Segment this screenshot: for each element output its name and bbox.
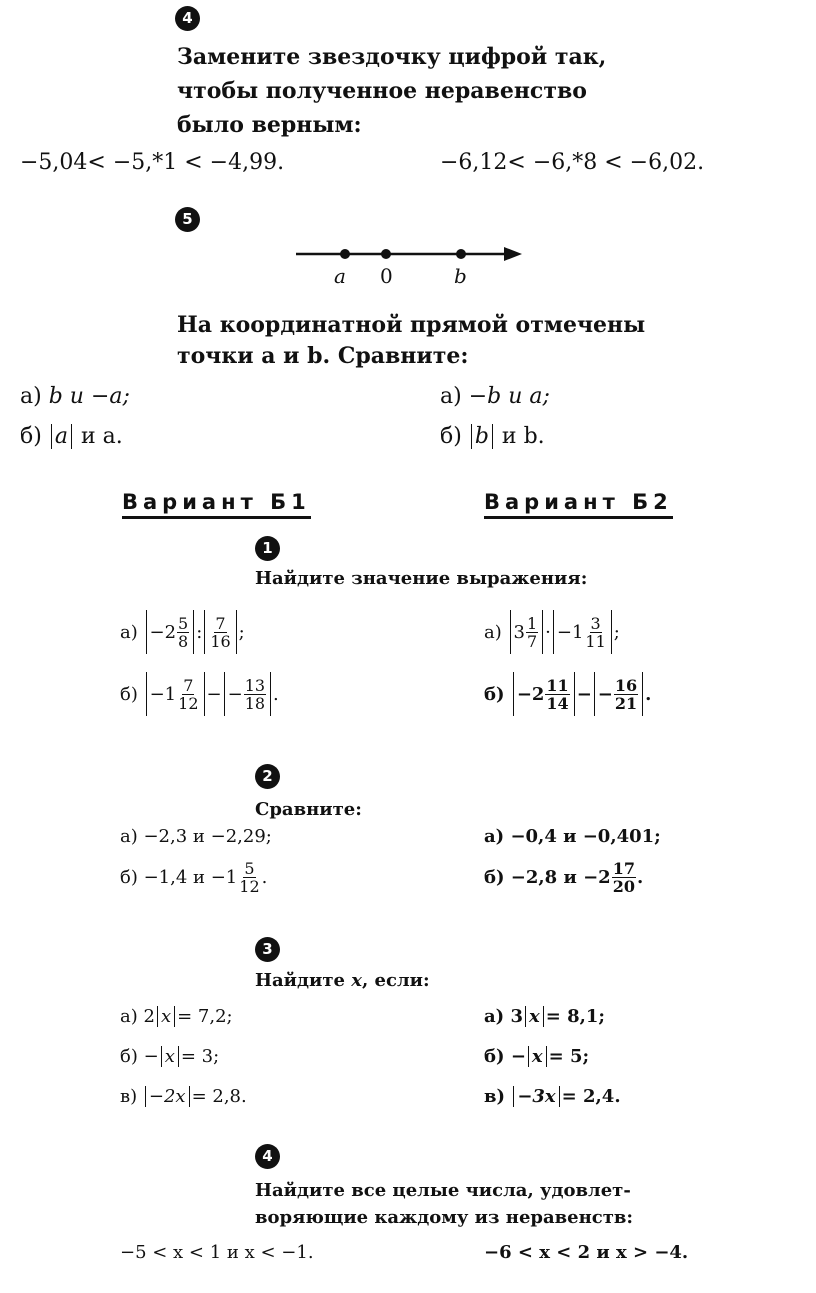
- task-text: Замените звездочку цифрой так,: [177, 44, 607, 70]
- task-heading: воряющие каждому из неравенств:: [255, 1207, 634, 1228]
- task-text: было верным:: [177, 112, 362, 138]
- t2-b2-b: б) −2,8 и −2 $\frac{17}{20}$ .: [484, 859, 644, 896]
- task-text: чтобы полученное неравенство: [177, 78, 587, 104]
- inequality-left: −5,04< −5,*1 < −4,99.: [20, 150, 285, 175]
- t4-left: −5 < x < 1 и x < −1.: [120, 1242, 314, 1263]
- task-number-badge: 4: [255, 1144, 280, 1169]
- point-b: [456, 249, 466, 259]
- task-heading: Найдите x, если:: [255, 970, 430, 991]
- t2-b1-a: а) −2,3 и −2,29;: [120, 826, 272, 847]
- task-number-badge: 1: [255, 536, 280, 561]
- t3-b1-c: в) −2x = 2,8.: [120, 1086, 247, 1107]
- task-number-badge: 3: [255, 937, 280, 962]
- inequality-right: −6,12< −6,*8 < −6,02.: [440, 150, 705, 175]
- task-number-badge: 2: [255, 764, 280, 789]
- t1-b1-b: б) −1 $\frac{7}{12}$ − − $\frac{13}{18}$ .: [120, 672, 279, 716]
- t3-b2-b: б) − x = 5;: [484, 1046, 590, 1067]
- t3-b1-b: б) − x = 3;: [120, 1046, 220, 1067]
- task-heading: Сравните:: [255, 799, 362, 820]
- compare-right-a: а) −b и a;: [440, 384, 550, 409]
- t2-b2-a: а) −0,4 и −0,401;: [484, 826, 661, 847]
- compare-left-a: а) b и −a;: [20, 384, 130, 409]
- task-number-badge: 4: [175, 6, 200, 31]
- compare-right-b: б) b и b.: [440, 424, 545, 449]
- compare-left-b: б) a и a.: [20, 424, 123, 449]
- task-heading: Найдите все целые числа, удовлет-: [255, 1180, 631, 1201]
- task-text: На координатной прямой отмечены: [177, 312, 646, 338]
- label-b: b: [454, 264, 467, 288]
- point-zero: [381, 249, 391, 259]
- t3-b2-a: а) 3 x = 8,1;: [484, 1006, 606, 1027]
- point-a: [340, 249, 350, 259]
- t1-b2-b: б) −2 $\frac{11}{14}$ − − $\frac{16}{21}$ .: [484, 672, 651, 716]
- number-line: [290, 238, 530, 298]
- t1-b1-a: а) −2 $\frac{5}{8}$ : $\frac{7}{16}$ ;: [120, 610, 245, 654]
- t4-right: −6 < x < 2 и x > −4.: [484, 1242, 689, 1263]
- task-heading: Найдите значение выражения:: [255, 568, 588, 589]
- variant-b2-heading: Вариант Б2: [484, 490, 673, 519]
- t1-b2-a: а) 3 $\frac{1}{7}$ · −1 $\frac{3}{11}$ ;: [484, 610, 620, 654]
- t3-b1-a: а) 2 x = 7,2;: [120, 1006, 233, 1027]
- task-text: точки a и b. Сравните:: [177, 343, 469, 369]
- task-number-badge: 5: [175, 207, 200, 232]
- t2-b1-b: б) −1,4 и −1 $\frac{5}{12}$ .: [120, 859, 268, 896]
- variant-b1-heading: Вариант Б1: [122, 490, 311, 519]
- label-a: a: [334, 264, 346, 288]
- t3-b2-c: в) −3x = 2,4.: [484, 1086, 621, 1107]
- label-zero: 0: [380, 264, 393, 288]
